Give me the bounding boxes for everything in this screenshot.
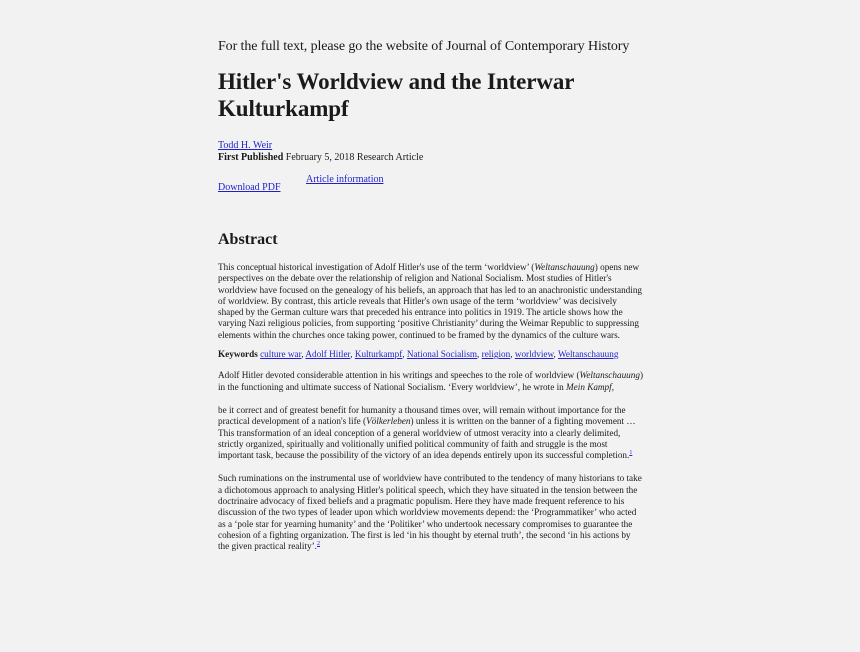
keyword-link[interactable]: religion — [481, 349, 511, 360]
abstract-italic-term: Weltanschauung — [534, 262, 595, 272]
title-line-1: Hitler's Worldview and the Interwar — [218, 69, 575, 94]
quote-text: ) unless it is written on the banner of a fighting movement … This transformation of an ideal conception of a general worldview of utmost veracity into a clearly delimited, strictly organized, spiritually and volitionally unified political community of faith and struggle is the most important task, because the possibility of the victory of an idea depends entirely upon its successful completion. — [218, 416, 636, 461]
paragraph-italic: Mein Kampf — [566, 381, 612, 392]
article-information-link[interactable]: Article information — [306, 174, 384, 185]
footnote-ref-2[interactable]: 2 — [316, 541, 320, 548]
article-meta — [218, 140, 643, 164]
full-text-notice: For the full text, please go the website of Journal of Contemporary History — [218, 39, 630, 54]
body-paragraph-2 — [218, 473, 643, 552]
abstract-heading: Abstract — [218, 231, 278, 248]
keyword-link[interactable]: National Socialism — [406, 349, 478, 360]
keyword-link[interactable]: Kulturkampf — [354, 349, 403, 360]
keyword-link[interactable]: culture war — [260, 349, 302, 360]
paragraph-text: ) in the functioning and ultimate success of National Socialism. ‘Every worldview’, he wrote in — [218, 370, 644, 392]
title-line-2: Kulturkampf — [218, 96, 349, 121]
published-label: First Published — [218, 152, 284, 163]
abstract-text-part: ) opens new perspectives on the debate over the relationship of religion and National Socialism. Most studies of Hitler's worldview have focused on the genealogy of his beliefs, an approach that has led to an anachronistic understanding of worldview. By contrast, this article reveals that Hitler's own usage of the term ‘worldview’ was decisively shaped by the German culture wars that preceded his entrance into politics in 1919. The article shows how the varying Nazi religious policies, from supporting ‘positive Christianity’ during the Weimar Republic to suppressing elements within the churches once taking power, continued to be framed by the dynamics of the culture wars. — [218, 262, 643, 340]
keyword-link[interactable]: Adolf Hitler — [305, 349, 351, 360]
abstract-text — [218, 262, 643, 341]
keyword-link[interactable]: Weltanschauung — [557, 349, 619, 360]
paragraph-text: Adolf Hitler devoted considerable attention in his writings and speeches to the role of worldview ( — [218, 370, 580, 381]
published-date: February 5, 2018 — [285, 152, 355, 163]
paragraph-italic: Weltanschauung — [579, 370, 640, 381]
article-title — [218, 68, 643, 122]
block-quote — [218, 405, 643, 461]
article-content — [218, 38, 643, 553]
author-link[interactable]: Todd H. Weir — [218, 140, 273, 151]
download-pdf-link[interactable]: Download PDF — [218, 182, 281, 193]
article-actions — [218, 168, 643, 196]
body-paragraph-1 — [218, 370, 643, 393]
paragraph-text: , — [611, 381, 615, 392]
keyword-link[interactable]: worldview — [514, 349, 554, 360]
paragraph-text: Such ruminations on the instrumental use of worldview have contributed to the tendency of many historians to take a dichotomous approach to analysing Hitler's political speech, which they have situated in the tension between the doctrinaire advocacy of fixed beliefs and a pragmatic populism. Here they have made frequent reference to his discussion of the two types of leader upon which worldview movements depend: the ‘Programmatiker’ who acted as a ‘pole star for yearning humanity’ and the ‘Politiker’ who undertook necessary compromises to guarantee the cohesion of a fighting organization. The first is led ‘in his thought by eternal truth’, the second ‘in his actions by the given practical reality’. — [218, 473, 642, 552]
footnote-ref-1[interactable]: 1 — [629, 450, 633, 457]
article-type: Research Article — [356, 152, 424, 163]
abstract-text-part: This conceptual historical investigation of Adolf Hitler's use of the term ‘worldview’ ( — [218, 262, 535, 272]
keywords-label: Keywords — [218, 349, 258, 360]
keywords-line: Keywords culture war, Adolf Hitler, Kulturkampf, National Socialism, religion, worldview, Weltanschauung — [218, 349, 619, 360]
quote-text: be it correct and of greatest benefit for humanity a thousand times over, will remain without importance for the practical development of a nation's life ( — [218, 404, 626, 427]
quote-italic: Völkerleben — [366, 416, 411, 427]
